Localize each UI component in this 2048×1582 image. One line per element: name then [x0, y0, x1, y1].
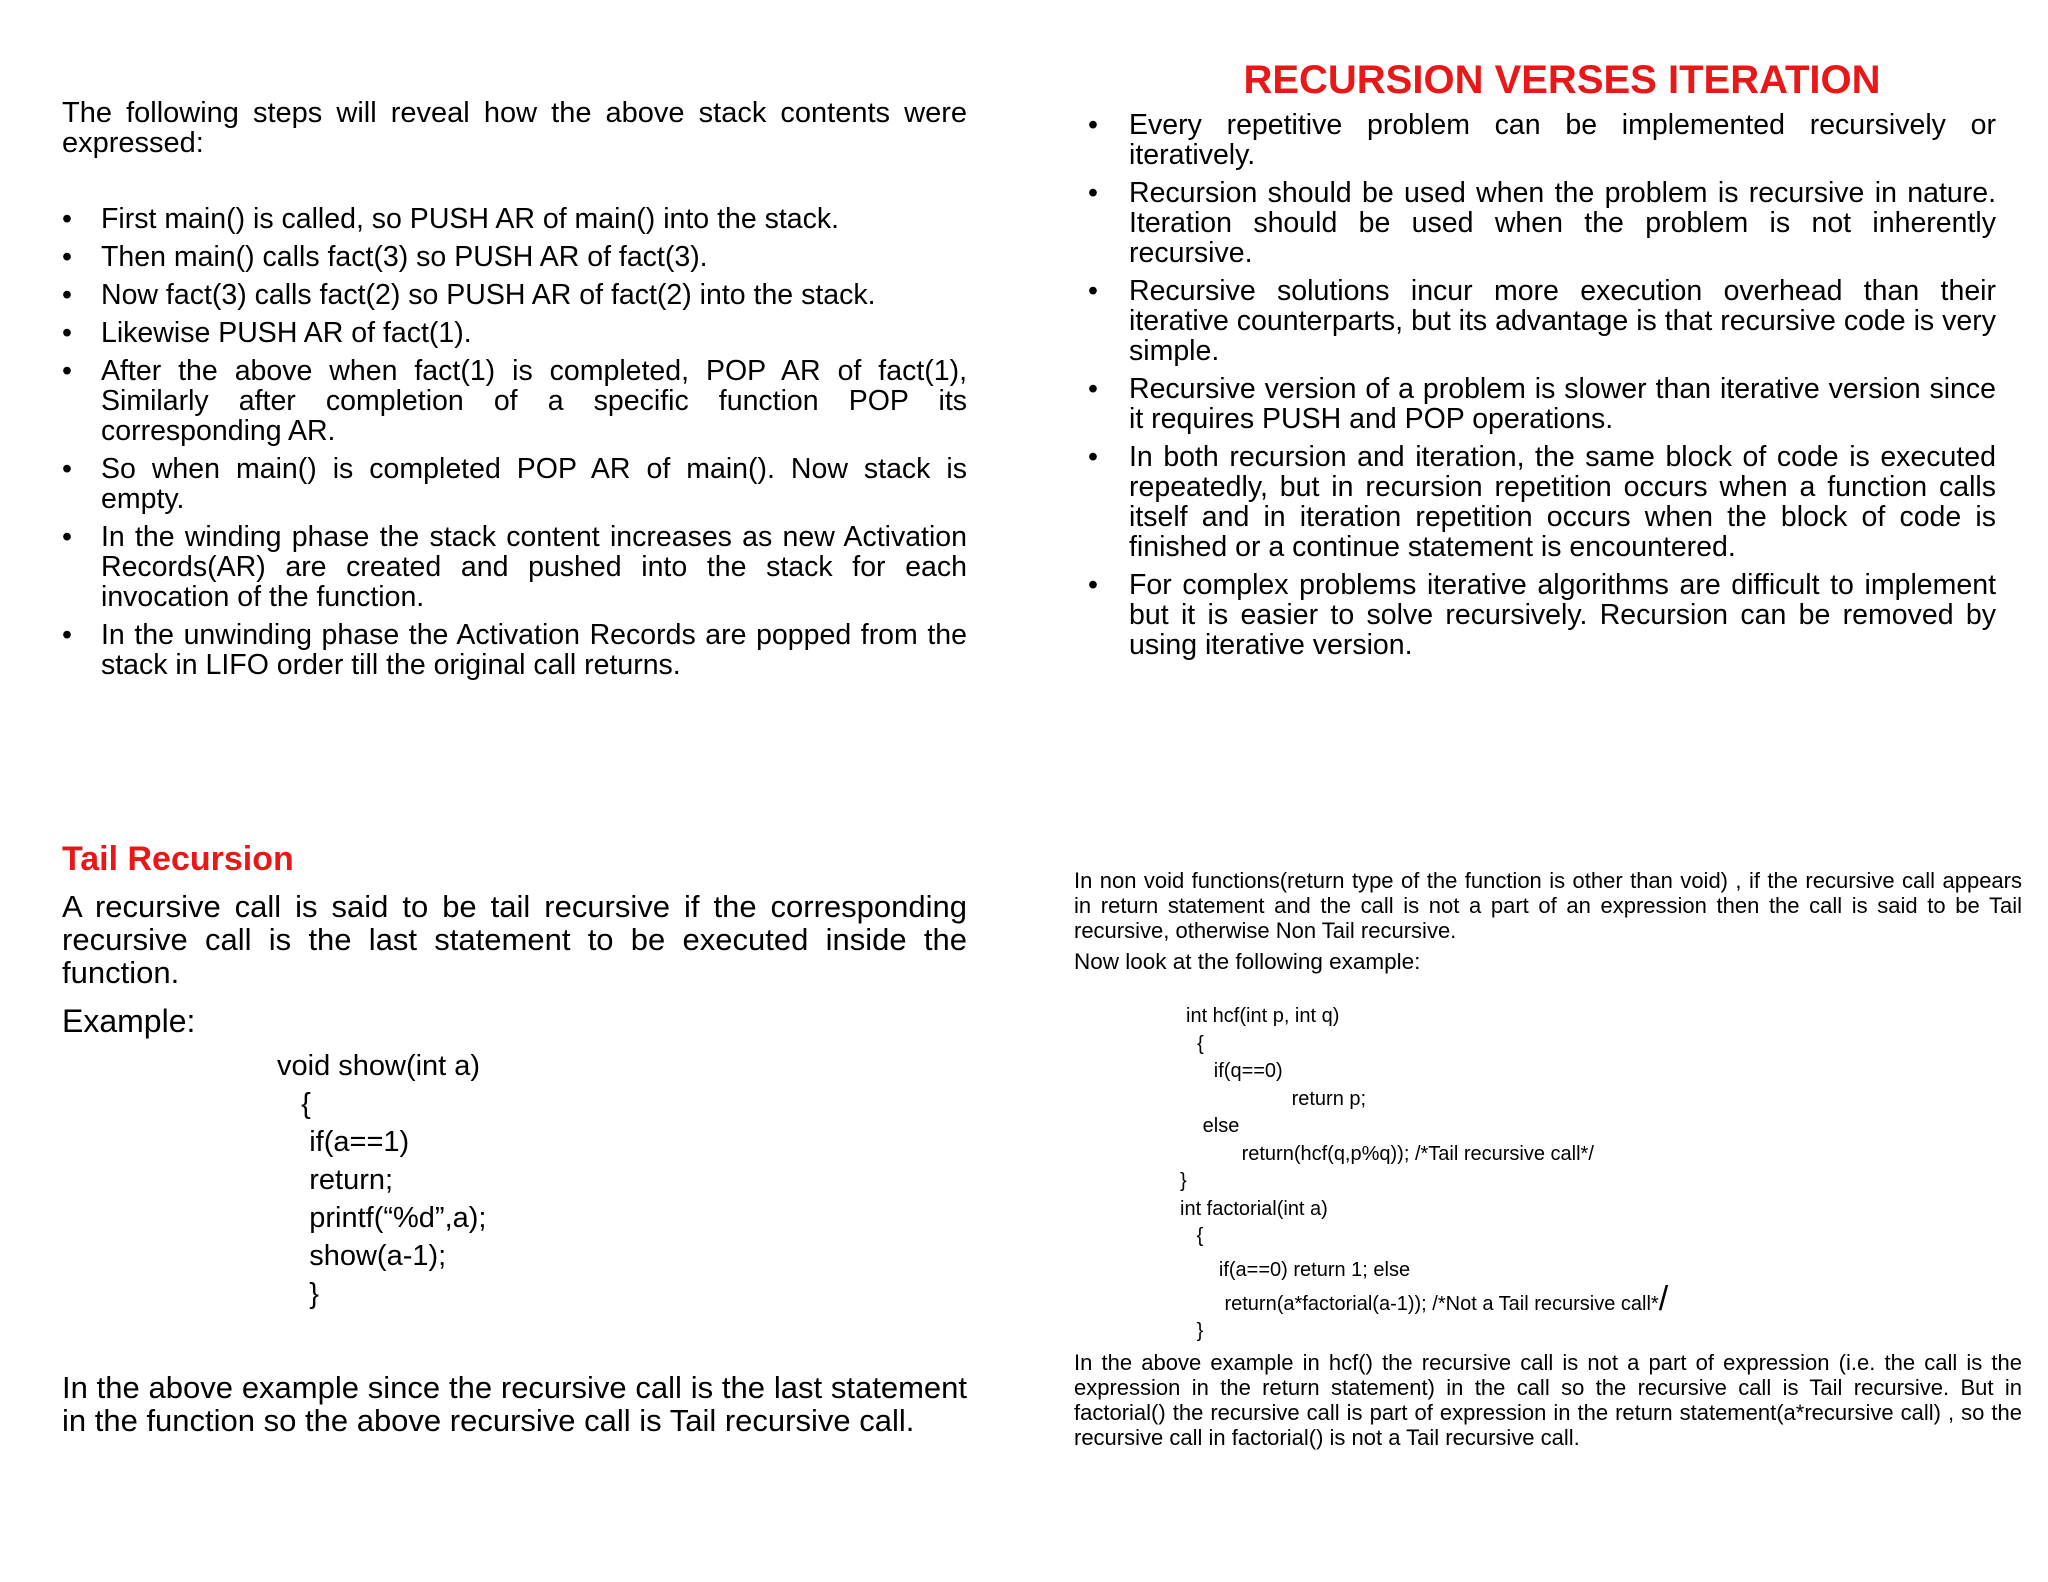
recursion-vs-iteration-section: [1088, 56, 1996, 668]
bullet-icon: •: [62, 241, 72, 273]
list-item: • For complex problems iterative algorithms are difficult to implement but it is easier to solve recursively. Recursion can be removed by using iterative version.: [1088, 569, 1996, 661]
tail-recursion-definition: A recursive call is said to be tail recursive if the corresponding recursive call is the last statement to be executed inside the function.: [62, 889, 967, 990]
comparison-list: [1088, 110, 1996, 660]
section-title: Tail Recursion: [62, 840, 294, 878]
code-line: }: [1180, 1170, 1187, 1192]
bullet-icon: •: [62, 279, 72, 311]
tail-recursion-section: [62, 838, 967, 1449]
code-line: if(q==0): [1186, 1060, 1283, 1082]
list-item: • Every repetitive problem can be implemented recursively or iteratively.: [1088, 109, 1996, 171]
stack-steps-section: [62, 98, 967, 688]
bullet-icon: •: [62, 203, 72, 235]
list-item: • Recursive version of a problem is slower than iterative version since it requires PUSH and POP operations.: [1088, 373, 1996, 435]
stack-steps-list: [62, 204, 967, 680]
list-item: • Then main() calls fact(3) so PUSH AR of fact(3).: [62, 241, 708, 273]
code-line: return p;: [1186, 1087, 1367, 1110]
list-item: • So when main() is completed POP AR of main(). Now stack is empty.: [62, 453, 967, 515]
stack-steps-intro: The following steps will reveal how the above stack contents were expressed:: [62, 97, 967, 159]
code-line: return(hcf(q,p%q)); /*Tail recursive call*/: [1186, 1142, 1594, 1165]
list-item: • First main() is called, so PUSH AR of main() into the stack.: [62, 203, 840, 235]
list-item: • In the winding phase the stack content increases as new Activation Records(AR) are created and pushed into the stack for each invocation of the function.: [62, 521, 967, 613]
non-void-definition: In non void functions(return type of the function is other than void) , if the recursive call appears in return statement and the call is not a part of an expression then the call is said to be Tail recursive, otherwise Non Tail recursive.: [1074, 868, 2022, 943]
bullet-icon: •: [1088, 441, 1098, 473]
code-line: printf(“%d”,a);: [277, 1202, 487, 1234]
code-line: return;: [277, 1164, 394, 1196]
code-line: if(a==1): [277, 1126, 410, 1158]
list-item: • Recursive solutions incur more execution overhead than their iterative counterparts, but its advantage is that recursive code is very simple.: [1088, 275, 1996, 367]
code-block: [62, 1047, 967, 1313]
list-item: • In the unwinding phase the Activation Records are popped from the stack in LIFO order till the original call returns.: [62, 619, 967, 681]
comment-slash: /: [1658, 1279, 1669, 1318]
code-line: {: [1186, 1032, 1204, 1055]
example-label: Example:: [62, 1003, 196, 1039]
code-line: void show(int a): [277, 1050, 481, 1082]
bullet-icon: •: [1088, 109, 1098, 141]
code-line: }: [1180, 1320, 1204, 1342]
bullet-icon: •: [62, 453, 72, 485]
tail-recursion-conclusion: In the above example since the recursive call is the last statement in the function so the above recursive call is Tail recursive call.: [62, 1370, 967, 1438]
code-block: [1074, 1003, 2022, 1346]
code-line: }: [277, 1278, 319, 1310]
code-line: int factorial(int a): [1180, 1197, 1328, 1220]
section-title: RECURSION VERSES ITERATION: [1243, 58, 1881, 102]
list-item: • Recursion should be used when the problem is recursive in nature. Iteration should be used when the problem is not inherently recursive.: [1088, 177, 1996, 269]
code-line: show(a-1);: [277, 1240, 447, 1272]
bullet-icon: •: [1088, 177, 1098, 209]
code-line: return(a*factorial(a-1)); /*Not a Tail recursive call*/: [1180, 1279, 1669, 1318]
bullet-icon: •: [62, 317, 72, 349]
example-lead: Now look at the following example:: [1074, 949, 1421, 974]
bullet-icon: •: [1088, 275, 1098, 307]
list-item: • Now fact(3) calls fact(2) so PUSH AR of fact(2) into the stack.: [62, 279, 876, 311]
code-line: int hcf(int p, int q): [1186, 1005, 1340, 1027]
code-line: {: [1180, 1225, 1204, 1247]
bullet-icon: •: [62, 521, 72, 553]
hcf-factorial-explanation: In the above example in hcf() the recursive call is not a part of expression (i.e. the call is the expression in the return statement) in the call so the recursive call is Tail recursive. But in factorial() the recursive call is part of expression in the return statement(a*recursive call) , so the recursive call in factorial() is not a Tail recursive call.: [1074, 1349, 2022, 1450]
bullet-icon: •: [1088, 373, 1098, 405]
code-line: else: [1186, 1115, 1240, 1137]
bullet-icon: •: [1088, 569, 1098, 601]
non-void-tail-recursion-section: [1074, 868, 2022, 1456]
list-item: • After the above when fact(1) is completed, POP AR of fact(1), Similarly after completion of a specific function POP its corresponding AR.: [62, 355, 967, 447]
code-line: {: [277, 1088, 311, 1120]
bullet-icon: •: [62, 355, 72, 387]
code-line: if(a==0) return 1; else: [1180, 1258, 1411, 1281]
list-item: • In both recursion and iteration, the same block of code is executed repeatedly, but in recursion repetition occurs when a function calls itself and in iteration repetition occurs when the block of code is finished or a continue statement is encountered.: [1088, 441, 1996, 563]
bullet-icon: •: [62, 619, 72, 651]
list-item: • Likewise PUSH AR of fact(1).: [62, 317, 472, 349]
